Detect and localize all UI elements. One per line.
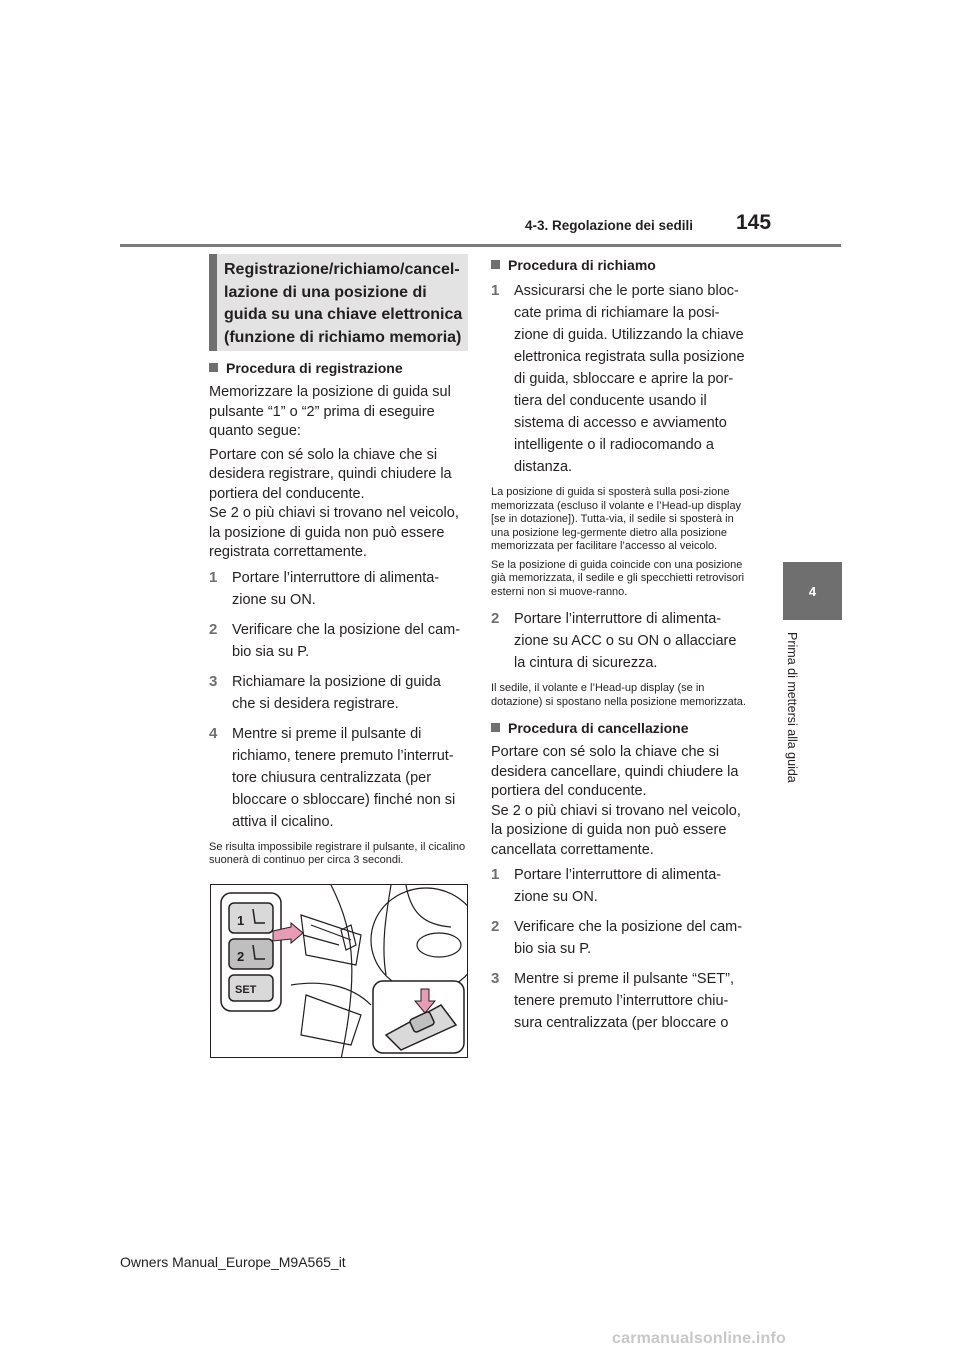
chapter-tab: [783, 562, 842, 620]
intro-text: Memorizzare la posizione di guida sul pulsante “1” o “2” prima di eseguire quanto segue:: [209, 384, 451, 439]
paragraph: Se 2 o più chiavi si trovano nel veicolo, la posizione di guida non può essere cancellata correttamente.: [491, 802, 741, 858]
button-label: SET: [235, 984, 257, 996]
step-item: 4 Mentre si preme il pulsante di richiamo, tenere premuto l’interrut-tore chiusura centralizzata (per bloccare o sbloccare) finché non si attiva il cicalino.: [209, 724, 456, 830]
section-title-line: Registrazione/richiamo/cancel-: [224, 261, 460, 278]
note-text: Il sedile, il volante e l’Head-up display (se in dotazione) si spostano nella posizione memorizzata.: [491, 682, 746, 708]
watermark: carmanualsonline.info: [612, 1330, 787, 1347]
section-title-line: (funzione di richiamo memoria): [224, 328, 462, 346]
left-column: [209, 358, 467, 877]
step-item: 3 Mentre si preme il pulsante “SET”, tenere premuto l’interruttore chiu-sura centralizzata (per bloccare o: [491, 970, 734, 1031]
section-header: 4-3. Regolazione dei sedili: [525, 218, 694, 233]
step-item: 1 Portare l’interruttore di alimenta-zione su ON.: [491, 866, 722, 905]
button-label: 2: [237, 949, 245, 964]
button-label: 1: [237, 913, 245, 928]
note-text: Se la posizione di guida coincide con una posizione già memorizzata, il sedile e gli specchietti retrovisori esterni non si muove-ranno.: [491, 558, 745, 598]
section-title-box: [209, 254, 468, 351]
step-item: 3 Richiamare la posizione di guida che si desidera registrare.: [209, 672, 441, 712]
illustration-memory-switches: [210, 884, 468, 1058]
section-title-line: lazione di una posizione di: [224, 283, 427, 301]
paragraph: Se 2 o più chiavi si trovano nel veicolo, la posizione di guida non può essere registrata correttamente.: [209, 505, 459, 560]
note-text: La posizione di guida si sposterà sulla posi-zione memorizzata (escluso il volante e l’Head-up display [se in dotazione]). Tutta-via, il sedile si sposterà in una posizione leg-germente dietro alla posizione memorizzata per facilitare l’accesso al veicolo.: [491, 486, 742, 552]
chapter-number: 4: [808, 583, 817, 599]
square-bullet-icon: [491, 260, 500, 269]
header-divider: [120, 244, 841, 247]
step-item: 1 Portare l’interruttore di alimenta-zione su ON.: [209, 568, 440, 608]
square-bullet-icon: [491, 723, 500, 732]
chapter-label: [783, 632, 803, 802]
square-bullet-icon: [209, 363, 218, 372]
door-lock-switch-inset: [373, 981, 464, 1053]
step-item: 2 Verificare che la posizione del cam-bio sia su P.: [209, 620, 461, 660]
subheading-recall: Procedura di richiamo: [491, 255, 746, 275]
step-item: 2 Verificare che la posizione del cam-bio sia su P.: [491, 918, 743, 957]
page-number: 145: [736, 211, 772, 234]
step-item: 1 Assicurarsi che le porte siano bloc-cate prima di richiamare la posi-zione di guida. Utilizzando la chiave elettronica registrata sulla posizione di guida, sbloccare e aprire la por-tiera del conducente usando il sistema di accesso e avviamento intelligente o il radiocomando a distanza.: [491, 282, 745, 475]
section-title-line: guida su una chiave elettronica: [224, 306, 463, 323]
right-column: [491, 255, 746, 1042]
chapter-label-text: Prima di mettersi alla guida: [785, 632, 799, 783]
step-item: 2 Portare l’interruttore di alimenta-zione su ACC o su ON o allacciare la cintura di sicurezza.: [491, 610, 737, 671]
paragraph: Portare con sé solo la chiave che si desidera registrare, quindi chiudere la portiera del conducente.: [209, 446, 452, 502]
note-text: Se risulta impossibile registrare il pulsante, il cicalino suonerà di continuo per circa 3 secondi.: [209, 840, 466, 866]
paragraph: Portare con sé solo la chiave che si desidera cancellare, quindi chiudere la portiera del conducente.: [491, 744, 739, 799]
subheading-cancellation: Procedura di cancellazione: [491, 718, 746, 738]
footer-manual-id: Owners Manual_Europe_M9A565_it: [120, 1254, 346, 1270]
subheading-registration: Procedura di registrazione: [209, 358, 467, 378]
illustration-svg: [211, 885, 468, 1058]
